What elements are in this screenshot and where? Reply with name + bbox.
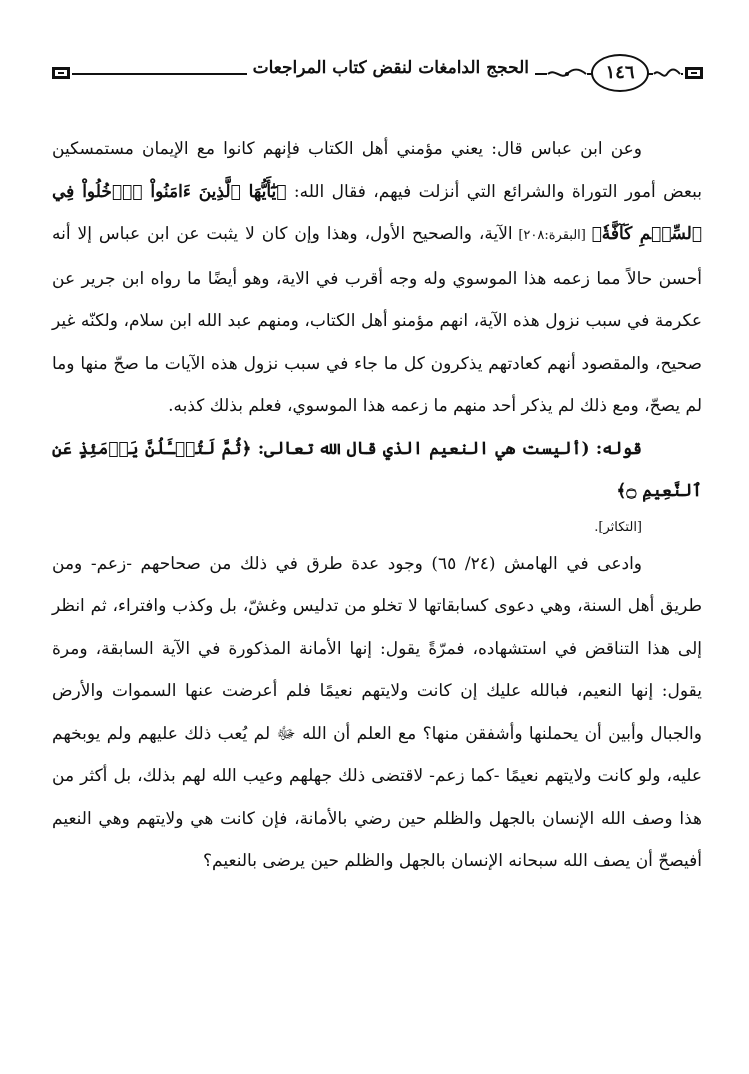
paragraph (52, 128, 702, 428)
page-number: ١٤٦ (591, 54, 649, 92)
paragraph-text: الآية، والصحيح الأول، وهذا وإن كان لا يثبت عن ابن عباس إلا أنه أحسن حالاً مما زعمه هذا الموسوي وله وجه أقرب في الاية، وهو أيضًا ما رواه ابن جرير عن عكرمة في سبب نزول هذه الآية، انهم مؤمنو أهل الكتاب، ومنهم عبد الله ابن سلام، ولكنّه غير صحيح، والمقصود أنهم كعادتهم يذكرون كل ما جاء في سبب نزول هذه الآيات ما صحّ منها وما لم يصحّ، ومع ذلك لم يذكر أحد منهم ما زعمه هذا الموسوي، فعلم بذلك كذبه. (52, 224, 702, 416)
ornament-icon (683, 64, 705, 82)
quran-verse: ﴿يَٰٓأَيُّهَا ٱلَّذِينَ ءَامَنُواْ ٱدۡخُلُواْ فِي ٱلسِّلۡمِ كَآفَّةٗ﴾ (52, 181, 703, 244)
running-header (50, 52, 705, 92)
paragraph: وادعى في الهامش (٢٤/ ٦٥) وجود عدة طرق في ذلك من صحاحهم -زعم- ومن طريق أهل السنة، وهي دعوى كسابقاتها لا تخلو من تدليس وغشّ، بل وكذب وافتراء، ثم انظر إلى هذا التناقض في استشهاده، فمرّةً يقول: إنها الأمانة المذكورة في الآية السابقة، ومرة يقول: إنها النعيم، فبالله عليك إن كانت ولايتهم نعيمًا فلم أعرضت عنها السموات والأرض والجبال وأبين أن يحملنها وأشفقن منها؟ مع العلم أن الله ﷻ لم يُعب ذلك عليهم ولم يوبخهم عليه، ولو كانت ولايتهم نعيمًا -كما زعم- لاقتضى ذلك جهلهم وعيب الله لهم بذلك، بل أكثر من هذا وصف الله الإنسان بالجهل والظلم حين رضي بالأمانة، فإن كانت هي ولايتهم وهي النعيم أفيصحّ أن يصف الله سبحانه الإنسان بالجهل والظلم حين يرضى بالنعيم؟ (52, 553, 702, 871)
paragraph (52, 428, 702, 543)
ornament-icon (50, 64, 72, 82)
header-title: الحجج الدامغات لنقض كتاب المراجعات (247, 58, 535, 78)
quote-intro: قوله: (أليست هي النعيم الذي قال الله تعالى: (251, 438, 643, 459)
main-text (52, 128, 702, 883)
swirl-ornament-icon (547, 66, 587, 80)
verse-reference: [البقرة:٢٠٨] (512, 228, 592, 243)
verse-reference: [التكاثر]. (594, 519, 642, 535)
quran-verse: ﴿ثُمَّ لَتُسۡـَٔلُنَّ يَوۡمَئِذٍ عَنِ ٱلنَّعِيمِ ۝﴾ (52, 438, 702, 501)
swirl-ornament-icon (653, 66, 681, 80)
paragraph-text: وعن ابن عباس قال: يعني مؤمني أهل الكتاب فإنهم كانوا مع الإيمان مستمسكين ببعض أمور التوراة والشرائع التي أنزلت فيهم، فقال الله: (52, 139, 702, 202)
